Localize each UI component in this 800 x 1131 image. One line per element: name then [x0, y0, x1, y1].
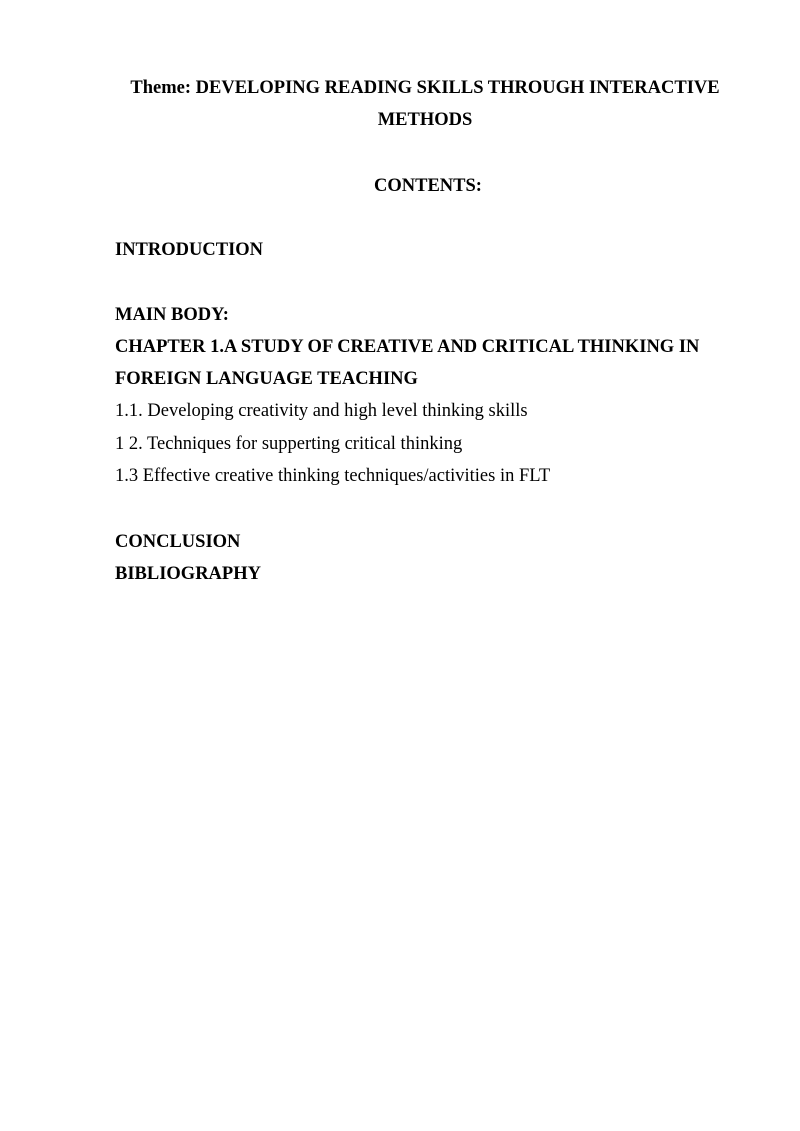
toc-section-1-2: 1 2. Techniques for supperting critical thinking	[115, 434, 463, 454]
toc-section-1-1: 1.1. Developing creativity and high level thinking skills	[115, 401, 528, 421]
toc-introduction: INTRODUCTION	[115, 240, 264, 260]
toc-chapter-1-line-2: FOREIGN LANGUAGE TEACHING	[115, 369, 418, 389]
toc-chapter-1-line-1: CHAPTER 1.A STUDY OF CREATIVE AND CRITICAL THINKING IN	[115, 337, 700, 357]
contents-heading: CONTENTS:	[374, 176, 482, 196]
toc-conclusion: CONCLUSION	[115, 532, 241, 552]
toc-main-body: MAIN BODY:	[115, 305, 229, 325]
document-theme-title: Theme: DEVELOPING READING SKILLS THROUGH INTERACTIVE METHODS	[130, 78, 720, 130]
toc-bibliography: BIBLIOGRAPHY	[115, 564, 261, 584]
toc-section-1-3: 1.3 Effective creative thinking techniques/activities in FLT	[115, 466, 551, 486]
